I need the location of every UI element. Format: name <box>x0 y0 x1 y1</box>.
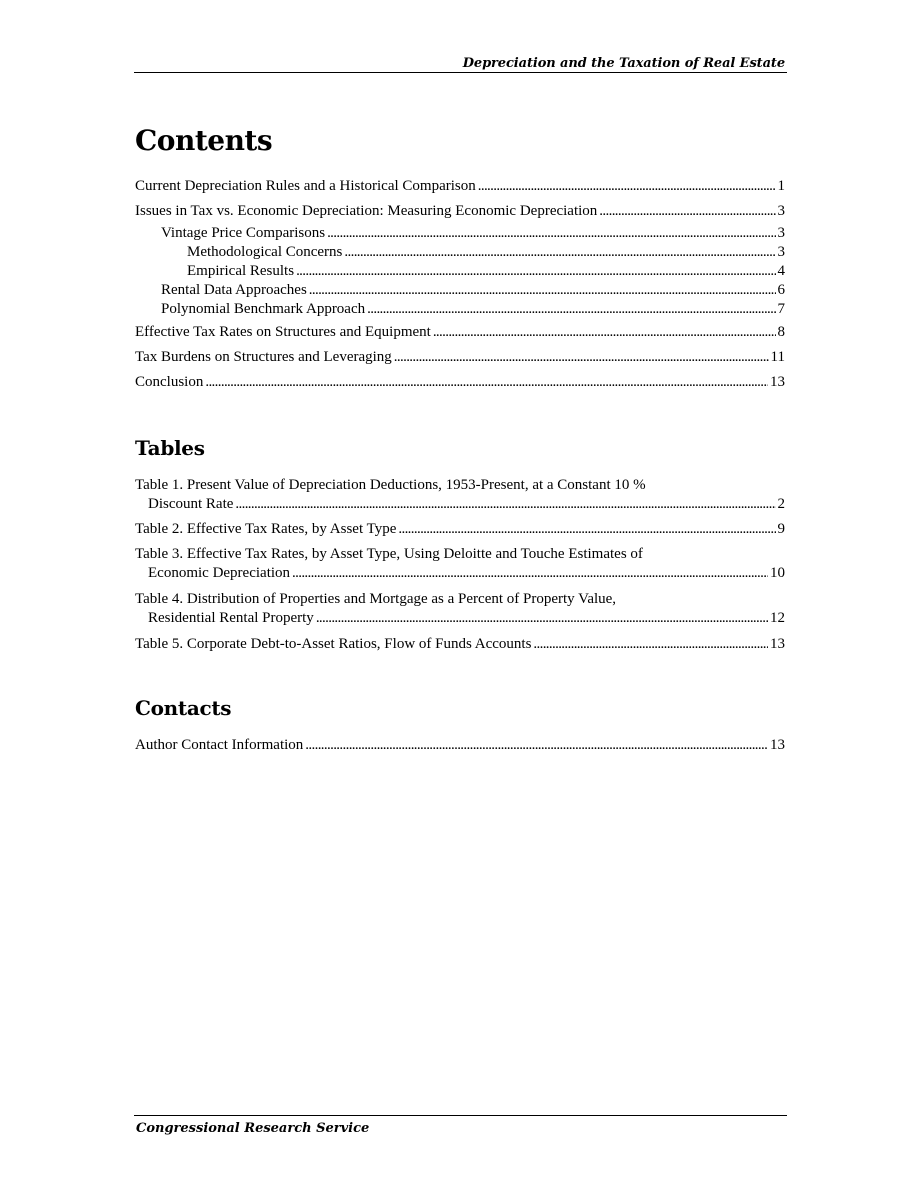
toc-entry-page: 1 <box>777 178 785 194</box>
toc-entry-page: 10 <box>770 565 785 581</box>
dot-leader <box>292 564 768 583</box>
toc-entry-page: 4 <box>777 263 785 279</box>
toc-entry-label: Discount Rate <box>148 496 234 512</box>
toc-entry[interactable] <box>135 520 785 539</box>
toc-entry-page: 6 <box>777 282 785 298</box>
dot-leader <box>394 348 769 367</box>
toc-entry-first-line[interactable]: Table 3. Effective Tax Rates, by Asset Type, Using Deloitte and Touche Estimates of <box>135 546 643 562</box>
dot-leader <box>367 300 775 319</box>
running-footer-title: Congressional Research Service <box>136 1121 370 1136</box>
toc-entry[interactable] <box>135 202 785 221</box>
dot-leader <box>205 373 768 392</box>
dot-leader <box>433 323 776 342</box>
toc-entry-label: Conclusion <box>135 374 204 390</box>
dot-leader <box>235 495 775 514</box>
toc-entry-label: Empirical Results <box>187 263 295 279</box>
toc-entry-label: Table 5. Corporate Debt-to-Asset Ratios, Flow of Funds Accounts <box>135 636 532 652</box>
toc-entry[interactable] <box>187 262 785 281</box>
dot-leader <box>344 243 775 262</box>
dot-leader <box>296 262 775 281</box>
dot-leader <box>398 520 775 539</box>
dot-leader <box>478 177 776 196</box>
toc-entry-page: 3 <box>777 225 785 241</box>
toc-entry[interactable] <box>187 243 785 262</box>
dot-leader <box>327 224 775 243</box>
toc-entry[interactable] <box>148 609 785 628</box>
dot-leader <box>316 609 768 628</box>
toc-entry[interactable] <box>161 300 785 319</box>
toc-entry[interactable] <box>135 348 785 367</box>
header-divider <box>134 72 787 73</box>
toc-entry[interactable] <box>135 323 785 342</box>
toc-entry-label: Table 2. Effective Tax Rates, by Asset Type <box>135 521 397 537</box>
toc-entry-page: 13 <box>770 636 785 652</box>
toc-entry-label: Effective Tax Rates on Structures and Equipment <box>135 324 431 340</box>
toc-entry-label: Issues in Tax vs. Economic Depreciation: Measuring Economic Depreciation <box>135 203 598 219</box>
toc-entry[interactable] <box>161 281 785 300</box>
dot-leader <box>305 736 768 755</box>
toc-entry-label: Vintage Price Comparisons <box>161 225 326 241</box>
contacts-heading: Contacts <box>135 696 232 720</box>
toc-entry[interactable] <box>161 224 785 243</box>
toc-entry-page: 13 <box>770 374 785 390</box>
toc-entry-first-line[interactable]: Table 4. Distribution of Properties and Mortgage as a Percent of Property Value, <box>135 591 617 607</box>
toc-entry-label: Tax Burdens on Structures and Leveraging <box>135 349 392 365</box>
running-header-title: Depreciation and the Taxation of Real Estate <box>462 56 785 71</box>
toc-entry-label: Author Contact Information <box>135 737 304 753</box>
toc-entry[interactable] <box>148 495 785 514</box>
toc-entry-label: Rental Data Approaches <box>161 282 307 298</box>
dot-leader <box>533 635 768 654</box>
toc-entry-label: Residential Rental Property <box>148 610 314 626</box>
toc-entry[interactable] <box>135 177 785 196</box>
toc-entry[interactable] <box>135 373 785 392</box>
toc-entry-label: Economic Depreciation <box>148 565 291 581</box>
toc-entry-label: Current Depreciation Rules and a Historical Comparison <box>135 178 476 194</box>
contents-heading: Contents <box>135 124 273 157</box>
toc-entry-page: 2 <box>777 496 785 512</box>
toc-entry-page: 3 <box>777 244 785 260</box>
tables-heading: Tables <box>135 436 205 460</box>
toc-entry-page: 8 <box>777 324 785 340</box>
toc-entry-page: 13 <box>770 737 785 753</box>
footer-divider <box>134 1115 787 1116</box>
toc-entry-label: Methodological Concerns <box>187 244 343 260</box>
toc-entry[interactable] <box>135 635 785 654</box>
toc-entry-page: 12 <box>770 610 785 626</box>
toc-entry[interactable] <box>135 736 785 755</box>
toc-entry-page: 9 <box>777 521 785 537</box>
toc-entry-first-line[interactable]: Table 1. Present Value of Depreciation Deductions, 1953-Present, at a Constant 10 % <box>135 477 646 493</box>
toc-entry-page: 3 <box>777 203 785 219</box>
dot-leader <box>309 281 776 300</box>
toc-entry[interactable] <box>148 564 785 583</box>
toc-entry-page: 11 <box>770 349 785 365</box>
toc-entry-page: 7 <box>777 301 785 317</box>
dot-leader <box>599 202 775 221</box>
toc-entry-label: Polynomial Benchmark Approach <box>161 301 366 317</box>
